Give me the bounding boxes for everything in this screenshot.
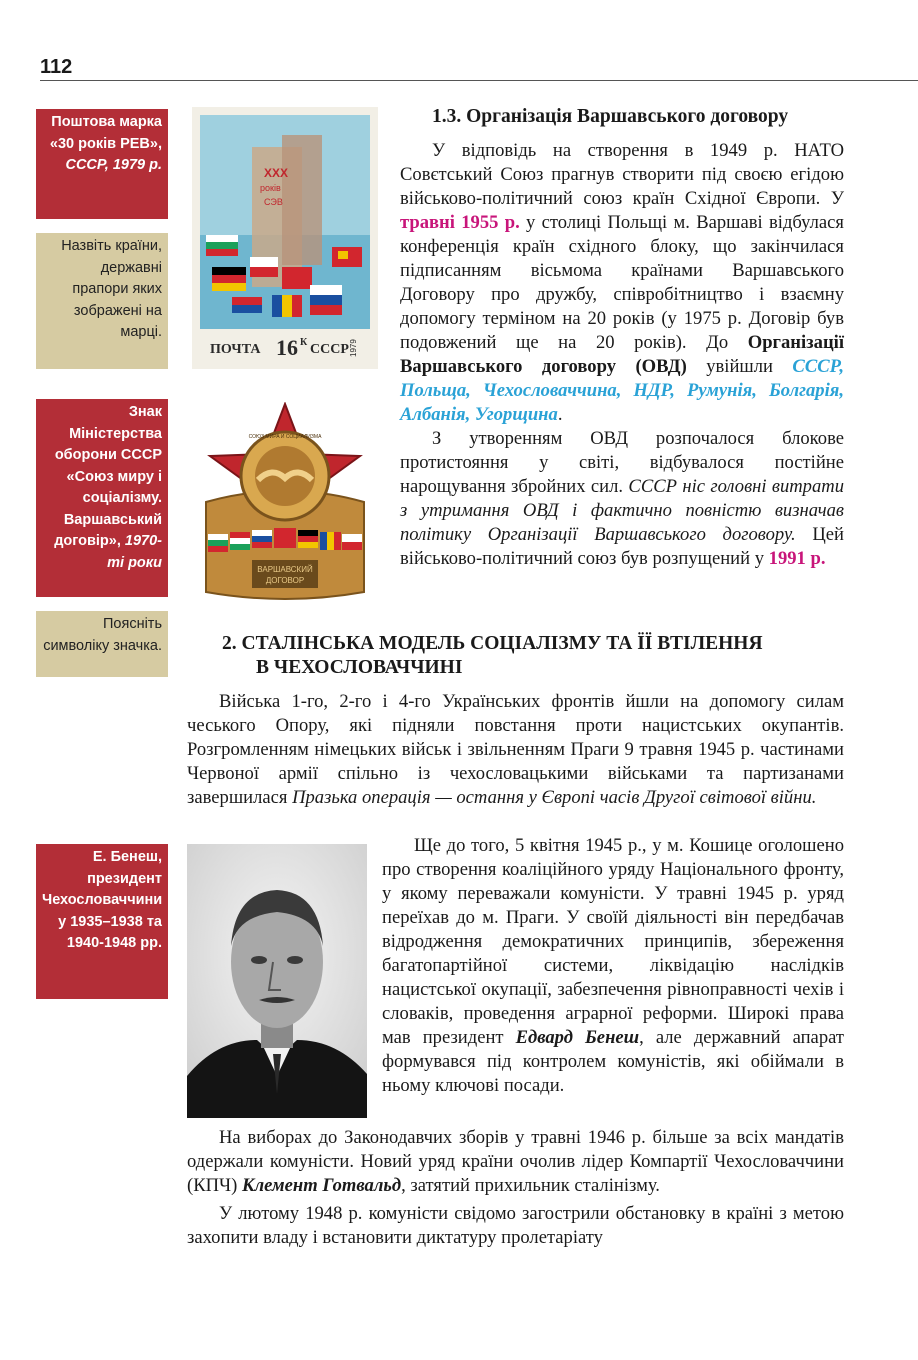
- stamp-rev: років: [260, 183, 281, 193]
- stamp-post: ПОЧТА: [210, 342, 261, 357]
- badge-caption: [36, 399, 168, 597]
- section-2-title: [222, 632, 763, 680]
- date-may-1955: травні 1955 р.: [400, 212, 520, 233]
- ovd-term: Організації Варшавського договору (ОВД): [400, 332, 844, 377]
- gottwald-name: Клемент Готвальд: [241, 1175, 402, 1196]
- section-2-paragraph-1: Війська 1-го, 2-го і 4-го Українських фронтів йшли на допомогу силам чеського Опору, які підняли повстання проти нацистських окупантів. Розгромленням німецьких військ і звільненням Праги 9 травня 1945 р. частинами Червоної армії спільно із чехословацькими військами та партизанами завершилася Празька операція — остання у Європі часів Другої світової війни.: [187, 691, 844, 808]
- benes-name: Едвард Бенеш: [515, 1027, 640, 1048]
- section-1-3-paragraph-1: У відповідь на створення в 1949 р. НАТО Совєтський Союз прагнув створити під своєю егідою військово-політичний союз країн Східної Європи. У травні 1955 р. у столиці Польщі м. Варшаві відбулася конференція країн східного блоку, що закінчилася підписанням вісьмома країнами Варшавського Договору про дружбу, співробітництво і взаємну допомогу терміном на 20 років (у 1975 р. Договір був подовжений ще на 20 років). До Організації Варшавського договору (ОВД) увійшли СССР, Польща, Чехословаччина, НДР, Румунія, Болгарія, Албанія, Угорщина.: [400, 140, 844, 425]
- badge-motto: СОЮЗ МИРА И СОЦИАЛИЗМА: [248, 434, 322, 440]
- header-rule: [40, 80, 918, 81]
- section-2-title-line-2: В ЧЕХОСЛОВАЧЧИНІ: [256, 657, 463, 678]
- stamp-question-text: Назвіть країни, державні прапори яких зображені на марці.: [61, 238, 162, 340]
- stamp-caption-text: Поштова марка «30 років РЕВ»,: [49, 114, 162, 152]
- badge-caption-date: 1970-ті роки: [107, 533, 162, 571]
- stamp-country: СССР: [310, 342, 349, 357]
- stamp-xxx: XXX: [264, 166, 289, 180]
- page-number: 112: [40, 56, 73, 78]
- section-1-3-paragraph-2: З утворенням ОВД розпочалося блокове протистояння у світі, відбувалося постійне нарощування збройних сил. СССР ніс головні витрати з утримання ОВД і фактично повністю визначав політику Організації Варшавського договору. Цей військово-політичний союз був розпущений у 1991 р.: [400, 428, 845, 569]
- stamp-caption: [36, 109, 168, 219]
- stamp-caption-date: СССР, 1979 р.: [65, 157, 162, 173]
- benes-caption: [36, 844, 168, 999]
- section-1-3-body: [400, 139, 844, 571]
- badge-caption-text: Знак Міністерства оборони СССР «Союз миру і соціалізму. Варшавський договір»,: [54, 404, 162, 549]
- benes-caption-text: Е. Бенеш, президент Чехословаччини у 1935–1938 та 1940-1948 рр.: [42, 849, 163, 951]
- benes-photo: [187, 844, 367, 1118]
- stamp-question: [36, 233, 168, 369]
- badge-image: [192, 402, 378, 606]
- section-2-title-line-1: 2. СТАЛІНСЬКА МОДЕЛЬ СОЦІАЛІЗМУ ТА ЇЇ ВТІЛЕННЯ: [222, 633, 763, 654]
- badge-question-text: Поясніть символіку значка.: [43, 616, 162, 654]
- badge-label-2: ДОГОВОР: [265, 576, 305, 585]
- section-2-paragraph-3: На виборах до Законодавчих зборів у травні 1946 р. більше за всіх мандатів одержали комуністи. Новий уряд країни очолив лідер Компартії Чехословаччини (КПЧ) Клемент Готвальд, затятий прихильник сталінізму. У лютому 1948 р. комуністи свідомо загострили обстановку в країні з метою захопити владу і встановити диктатуру пролетаріату: [187, 1127, 844, 1248]
- ovd-members: СССР, Польща, Чехословаччина, НДР, Румунія, Болгарія, Албанія, Угорщина: [400, 356, 844, 425]
- stamp-image: [192, 107, 378, 369]
- section-1-3-title: 1.3. Організація Варшавського договору: [432, 106, 789, 127]
- date-1991: 1991 р.: [768, 548, 826, 569]
- section-2-paragraph-2: Ще до того, 5 квітня 1945 р., у м. Кошице оголошено про створення коаліційного уряду Національного фронту, у якому переважали комуністи. У травні 1945 р. уряд переїхав до м. Праги. У своїй діяльності він передбачав відродження демократичних принципів, збереження багатопартійної системи, ліквідацію наслідків нацистської окупації, забезпечення рівноправності чехів і словаків, проведення аграрної реформи. Широкі права мав президент Едвард Бенеш, але державний апарат формувався під контролем комуністів, які обіймали в ньому ключові посади.: [382, 835, 845, 1096]
- stamp-price: 16: [276, 335, 298, 360]
- stamp-cmea: СЭВ: [264, 197, 283, 207]
- section-2-paragraph-4: У лютому 1948 р. комуністи свідомо загострили обстановку в країні з метою захопити владу і встановити диктатуру пролетаріату: [187, 1203, 844, 1248]
- badge-question: [36, 611, 168, 677]
- stamp-kop: К: [300, 337, 308, 348]
- stamp-year: 1979: [349, 339, 358, 357]
- badge-label-1: ВАРШАВСКИЙ: [257, 565, 313, 574]
